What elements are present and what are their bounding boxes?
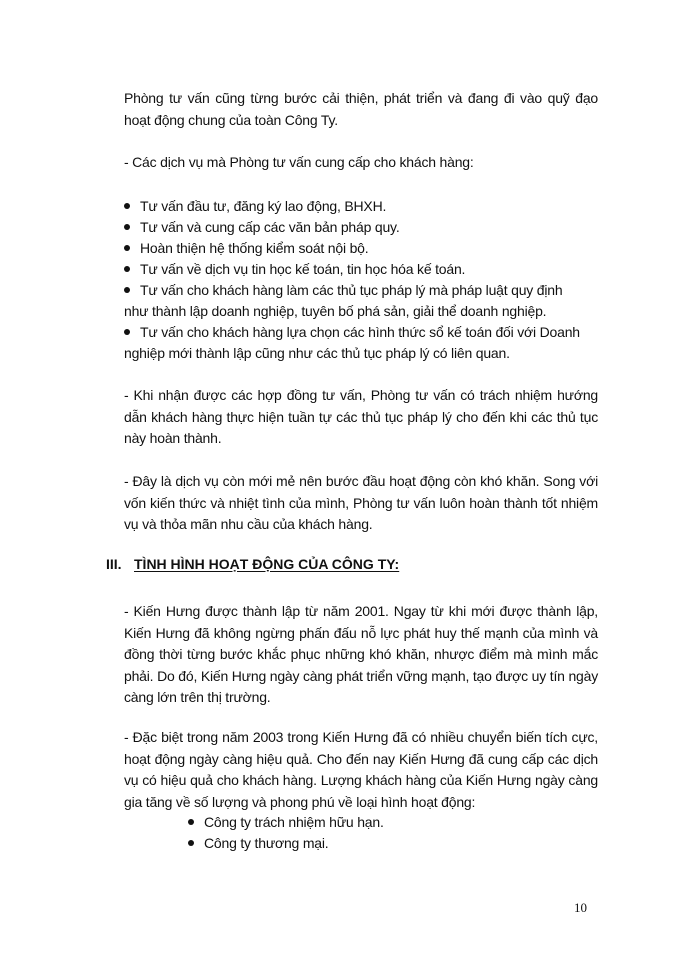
bullet-icon — [124, 266, 130, 272]
year-2003-paragraph: - Đặc biệt trong năm 2003 trong Kiến Hưng đã có nhiều chuyển biến tích cực, hoạt động ngày càng hiệu quả. Cho đến nay Kiến Hưng đã cung cấp các dịch vụ có hiệu quả cho khách hàng. Lượng khách hàng của Kiến Hưng ngày càng gia tăng về số lượng và phong phú về loại hình hoạt động: — [124, 729, 598, 810]
bullet-icon — [124, 203, 130, 209]
bullet-icon — [124, 224, 130, 230]
bullet-icon — [188, 819, 194, 825]
list-item: Tư vấn cho khách hàng làm các thủ tục pháp lý mà pháp luật quy định — [124, 280, 562, 301]
services-lead: - Các dịch vụ mà Phòng tư vấn cung cấp cho khách hàng: — [124, 154, 474, 170]
list-item: Hoàn thiện hệ thống kiểm soát nội bộ. — [124, 238, 368, 259]
intro-paragraph: Phòng tư vấn cũng từng bước cải thiện, phát triển và đang đi vào quỹ đạo hoạt động chung của toàn Công Ty. — [124, 90, 598, 128]
list-item: Tư vấn và cung cấp các văn bản pháp quy. — [124, 217, 400, 238]
list-item-continuation: nghiệp mới thành lập cũng như các thủ tục pháp lý có liên quan. — [124, 345, 510, 361]
section-title: TÌNH HÌNH HOẠT ĐỘNG CỦA CÔNG TY: — [134, 556, 400, 572]
list-item: Công ty thương mại. — [188, 833, 328, 854]
new-service-paragraph: - Đây là dịch vụ còn mới mẻ nên bước đầu hoạt động còn khó khăn. Song với vốn kiến thức và nhiệt tình của mình, Phòng tư vấn luôn hoàn thành tốt nhiệm vụ và thỏa mãn nhu cầu của khách hàng. — [124, 473, 598, 532]
bullet-icon — [124, 287, 130, 293]
list-item: Tư vấn về dịch vụ tin học kế toán, tin học hóa kế toán. — [124, 259, 465, 280]
bullet-icon — [124, 245, 130, 251]
section-heading — [106, 556, 399, 572]
founded-paragraph: - Kiến Hưng được thành lập từ năm 2001. Ngay từ khi mới được thành lập, Kiến Hưng đã không ngừng phấn đấu nỗ lực phát huy thế mạnh của mình và đồng thời từng bước khắc phục những khó khăn, nhược điểm mà mình mắc phải. Do đó, Kiến Hưng ngày càng phát triển vững mạnh, tạo được uy tín ngày càng lớn trên thị trường. — [124, 603, 598, 705]
list-item: Tư vấn đầu tư, đăng ký lao động, BHXH. — [124, 196, 386, 217]
section-number: III. — [106, 556, 122, 572]
page-number: 10 — [574, 900, 587, 915]
bullet-icon — [124, 329, 130, 335]
list-item-continuation: như thành lập doanh nghiệp, tuyên bố phá sản, giải thể doanh nghiệp. — [124, 303, 547, 319]
bullet-icon — [188, 840, 194, 846]
list-item: Công ty trách nhiệm hữu hạn. — [188, 812, 384, 833]
list-item: Tư vấn cho khách hàng lựa chọn các hình thức sổ kế toán đối với Doanh — [124, 322, 580, 343]
contract-paragraph: - Khi nhận được các hợp đồng tư vấn, Phòng tư vấn có trách nhiệm hướng dẫn khách hàng thực hiện tuần tự các thủ tục pháp lý cho đến khi các thủ tục này hoàn thành. — [124, 387, 598, 446]
